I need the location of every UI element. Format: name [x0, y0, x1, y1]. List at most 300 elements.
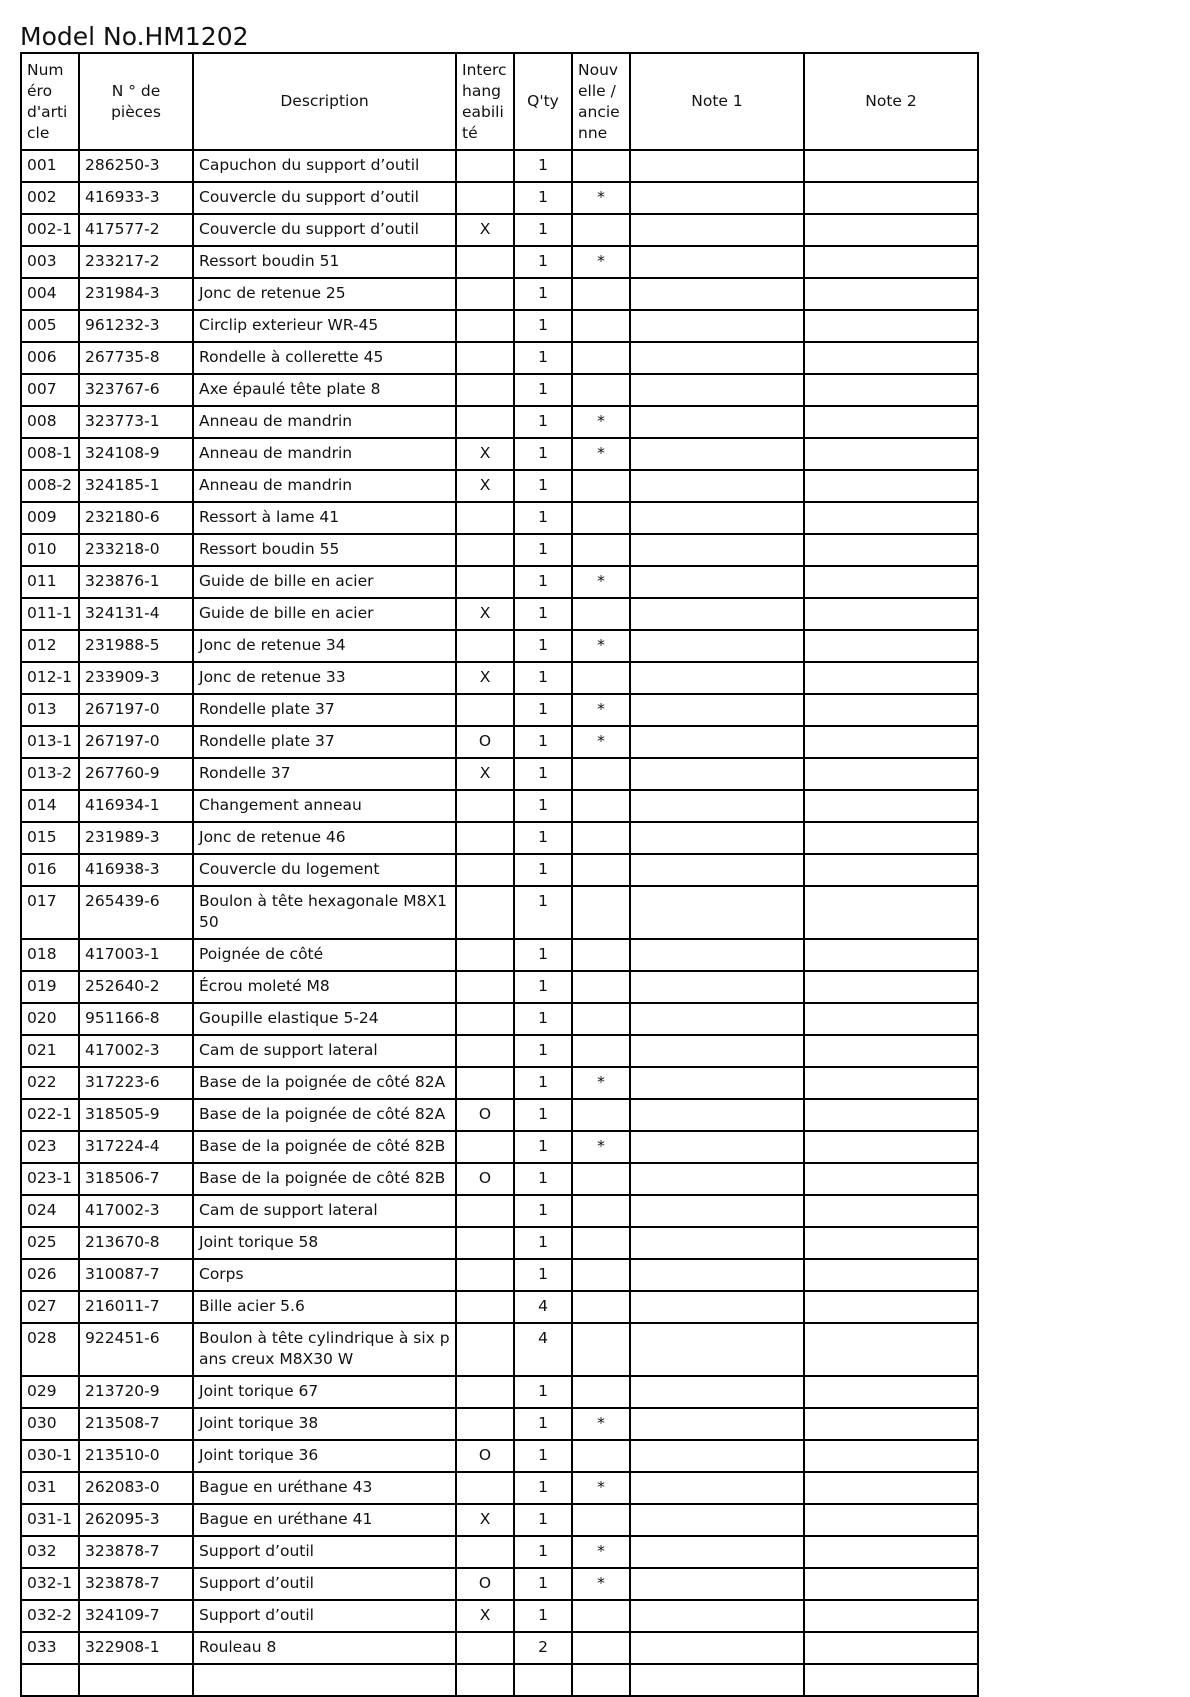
cell-description: [193, 1664, 456, 1696]
cell-note1: [630, 1376, 804, 1408]
header-row: [21, 53, 978, 150]
cell-part-no: 213670-8: [79, 1227, 193, 1259]
cell-interchangeability: [456, 1632, 514, 1664]
cell-qty: 1: [514, 939, 572, 971]
cell-interchangeability: [456, 1664, 514, 1696]
cell-description: Couvercle du support d’outil: [193, 214, 456, 246]
cell-note2: [804, 1568, 978, 1600]
cell-description: Support d’outil: [193, 1568, 456, 1600]
cell-qty: 1: [514, 1259, 572, 1291]
table-row: [21, 854, 978, 886]
table-row: [21, 1067, 978, 1099]
cell-note2: [804, 1291, 978, 1323]
cell-new-old: [572, 1376, 630, 1408]
cell-part-no: 951166-8: [79, 1003, 193, 1035]
cell-part-no: 233218-0: [79, 534, 193, 566]
cell-part-no: 961232-3: [79, 310, 193, 342]
cell-qty: 1: [514, 758, 572, 790]
cell-interchangeability: [456, 694, 514, 726]
cell-description: Rondelle plate 37: [193, 694, 456, 726]
cell-note1: [630, 1504, 804, 1536]
cell-interchangeability: [456, 886, 514, 939]
cell-interchangeability: [456, 1035, 514, 1067]
cell-description: Ressort boudin 55: [193, 534, 456, 566]
cell-note1: [630, 854, 804, 886]
cell-new-old: [572, 1600, 630, 1632]
table-row: [21, 1664, 978, 1696]
cell-item-no: 012: [21, 630, 79, 662]
cell-description: Joint torique 38: [193, 1408, 456, 1440]
cell-part-no: 231989-3: [79, 822, 193, 854]
cell-part-no: 262083-0: [79, 1472, 193, 1504]
cell-interchangeability: [456, 1067, 514, 1099]
cell-note2: [804, 1376, 978, 1408]
cell-item-no: 023: [21, 1131, 79, 1163]
cell-note1: [630, 694, 804, 726]
table-row: [21, 598, 978, 630]
cell-note1: [630, 342, 804, 374]
cell-qty: 1: [514, 1003, 572, 1035]
cell-part-no: 267760-9: [79, 758, 193, 790]
cell-part-no: 267197-0: [79, 694, 193, 726]
cell-note2: [804, 822, 978, 854]
cell-new-old: [572, 1195, 630, 1227]
parts-table: [20, 52, 979, 1697]
cell-new-old: [572, 598, 630, 630]
cell-part-no: 323878-7: [79, 1568, 193, 1600]
cell-new-old: [572, 1440, 630, 1472]
cell-interchangeability: [456, 1259, 514, 1291]
cell-interchangeability: X: [456, 758, 514, 790]
cell-new-old: *: [572, 566, 630, 598]
cell-note2: [804, 534, 978, 566]
cell-note2: [804, 662, 978, 694]
cell-interchangeability: O: [456, 1440, 514, 1472]
cell-item-no: 031-1: [21, 1504, 79, 1536]
cell-interchangeability: [456, 1131, 514, 1163]
cell-interchangeability: O: [456, 1568, 514, 1600]
cell-new-old: *: [572, 630, 630, 662]
table-row: [21, 630, 978, 662]
cell-new-old: [572, 1504, 630, 1536]
cell-new-old: [572, 1632, 630, 1664]
cell-interchangeability: O: [456, 726, 514, 758]
cell-part-no: 323773-1: [79, 406, 193, 438]
cell-new-old: [572, 790, 630, 822]
cell-item-no: 030-1: [21, 1440, 79, 1472]
cell-new-old: [572, 214, 630, 246]
cell-description: Écrou moleté M8: [193, 971, 456, 1003]
table-row: [21, 1600, 978, 1632]
cell-note2: [804, 1536, 978, 1568]
cell-qty: 1: [514, 246, 572, 278]
table-row: [21, 1376, 978, 1408]
cell-qty: 1: [514, 1227, 572, 1259]
cell-interchangeability: O: [456, 1099, 514, 1131]
table-row: [21, 278, 978, 310]
cell-interchangeability: X: [456, 438, 514, 470]
table-row: [21, 1632, 978, 1664]
cell-qty: 1: [514, 374, 572, 406]
cell-description: Support d’outil: [193, 1536, 456, 1568]
cell-description: Anneau de mandrin: [193, 406, 456, 438]
cell-part-no: 231984-3: [79, 278, 193, 310]
cell-part-no: 417002-3: [79, 1195, 193, 1227]
cell-item-no: 033: [21, 1632, 79, 1664]
cell-note1: [630, 1472, 804, 1504]
cell-qty: 1: [514, 1600, 572, 1632]
cell-note2: [804, 566, 978, 598]
cell-new-old: [572, 502, 630, 534]
cell-note1: [630, 182, 804, 214]
cell-description: Bille acier 5.6: [193, 1291, 456, 1323]
cell-description: Cam de support lateral: [193, 1035, 456, 1067]
cell-item-no: 011: [21, 566, 79, 598]
cell-part-no: 233217-2: [79, 246, 193, 278]
cell-interchangeability: O: [456, 1163, 514, 1195]
cell-interchangeability: X: [456, 214, 514, 246]
cell-description: Base de la poignée de côté 82A: [193, 1067, 456, 1099]
cell-part-no: 231988-5: [79, 630, 193, 662]
cell-new-old: [572, 150, 630, 182]
cell-interchangeability: [456, 150, 514, 182]
cell-note1: [630, 214, 804, 246]
cell-item-no: 011-1: [21, 598, 79, 630]
cell-interchangeability: [456, 374, 514, 406]
page-title: Model No.HM1202: [20, 22, 249, 51]
cell-new-old: *: [572, 182, 630, 214]
table-row: [21, 182, 978, 214]
cell-item-no: 023-1: [21, 1163, 79, 1195]
cell-interchangeability: X: [456, 1600, 514, 1632]
cell-part-no: 252640-2: [79, 971, 193, 1003]
cell-qty: 1: [514, 1376, 572, 1408]
cell-new-old: [572, 374, 630, 406]
cell-note2: [804, 939, 978, 971]
cell-description: Corps: [193, 1259, 456, 1291]
cell-part-no: 922451-6: [79, 1323, 193, 1376]
cell-interchangeability: [456, 342, 514, 374]
cell-interchangeability: [456, 406, 514, 438]
cell-note1: [630, 502, 804, 534]
cell-part-no: 317224-4: [79, 1131, 193, 1163]
cell-qty: 1: [514, 886, 572, 939]
cell-qty: 1: [514, 278, 572, 310]
cell-note1: [630, 1035, 804, 1067]
cell-note2: [804, 1227, 978, 1259]
cell-note2: [804, 1195, 978, 1227]
cell-note1: [630, 1003, 804, 1035]
cell-note2: [804, 1664, 978, 1696]
cell-new-old: [572, 662, 630, 694]
cell-part-no: 213720-9: [79, 1376, 193, 1408]
cell-note1: [630, 1632, 804, 1664]
cell-item-no: 019: [21, 971, 79, 1003]
cell-item-no: 008-1: [21, 438, 79, 470]
cell-note1: [630, 374, 804, 406]
cell-note2: [804, 726, 978, 758]
cell-item-no: [21, 1664, 79, 1696]
cell-note2: [804, 1035, 978, 1067]
table-row: [21, 1259, 978, 1291]
cell-qty: 1: [514, 630, 572, 662]
cell-part-no: 417002-3: [79, 1035, 193, 1067]
cell-description: Cam de support lateral: [193, 1195, 456, 1227]
cell-item-no: 024: [21, 1195, 79, 1227]
cell-item-no: 012-1: [21, 662, 79, 694]
cell-qty: 1: [514, 598, 572, 630]
parts-table-body: [21, 150, 978, 1696]
cell-part-no: 232180-6: [79, 502, 193, 534]
cell-item-no: 032-1: [21, 1568, 79, 1600]
cell-qty: 1: [514, 342, 572, 374]
cell-part-no: 267197-0: [79, 726, 193, 758]
cell-interchangeability: [456, 278, 514, 310]
cell-item-no: 013-2: [21, 758, 79, 790]
cell-item-no: 007: [21, 374, 79, 406]
table-row: [21, 1440, 978, 1472]
cell-new-old: *: [572, 1408, 630, 1440]
cell-new-old: [572, 310, 630, 342]
cell-part-no: 416934-1: [79, 790, 193, 822]
table-row: [21, 1195, 978, 1227]
cell-item-no: 021: [21, 1035, 79, 1067]
cell-new-old: *: [572, 694, 630, 726]
table-row: [21, 342, 978, 374]
cell-item-no: 025: [21, 1227, 79, 1259]
cell-new-old: [572, 1664, 630, 1696]
cell-note1: [630, 598, 804, 630]
cell-new-old: [572, 1003, 630, 1035]
cell-note1: [630, 1408, 804, 1440]
cell-note2: [804, 1408, 978, 1440]
header-description: Description: [193, 53, 456, 150]
cell-qty: 1: [514, 534, 572, 566]
cell-qty: 1: [514, 566, 572, 598]
cell-note2: [804, 854, 978, 886]
cell-new-old: [572, 1291, 630, 1323]
cell-qty: 1: [514, 1408, 572, 1440]
cell-item-no: 016: [21, 854, 79, 886]
cell-new-old: *: [572, 1536, 630, 1568]
cell-note2: [804, 1259, 978, 1291]
cell-note2: [804, 598, 978, 630]
cell-qty: [514, 1664, 572, 1696]
cell-part-no: 213510-0: [79, 1440, 193, 1472]
table-row: [21, 662, 978, 694]
cell-part-no: 324108-9: [79, 438, 193, 470]
cell-description: Rouleau 8: [193, 1632, 456, 1664]
table-row: [21, 971, 978, 1003]
cell-note2: [804, 1504, 978, 1536]
cell-note1: [630, 470, 804, 502]
cell-qty: 4: [514, 1323, 572, 1376]
cell-description: Joint torique 36: [193, 1440, 456, 1472]
cell-note1: [630, 406, 804, 438]
cell-item-no: 013-1: [21, 726, 79, 758]
cell-note1: [630, 662, 804, 694]
cell-part-no: 322908-1: [79, 1632, 193, 1664]
cell-note2: [804, 694, 978, 726]
cell-description: Jonc de retenue 34: [193, 630, 456, 662]
cell-note1: [630, 971, 804, 1003]
cell-new-old: [572, 758, 630, 790]
cell-interchangeability: [456, 502, 514, 534]
cell-interchangeability: [456, 1291, 514, 1323]
cell-note1: [630, 1323, 804, 1376]
header-item-no: Numéro d'article: [21, 53, 79, 150]
cell-new-old: [572, 534, 630, 566]
cell-interchangeability: [456, 1472, 514, 1504]
cell-description: Guide de bille en acier: [193, 598, 456, 630]
cell-note2: [804, 246, 978, 278]
cell-note2: [804, 790, 978, 822]
cell-interchangeability: X: [456, 470, 514, 502]
cell-part-no: 324109-7: [79, 1600, 193, 1632]
cell-new-old: *: [572, 246, 630, 278]
cell-description: Guide de bille en acier: [193, 566, 456, 598]
cell-qty: 1: [514, 214, 572, 246]
cell-note2: [804, 1131, 978, 1163]
cell-item-no: 004: [21, 278, 79, 310]
cell-new-old: *: [572, 1568, 630, 1600]
cell-item-no: 022-1: [21, 1099, 79, 1131]
cell-note1: [630, 310, 804, 342]
cell-note1: [630, 1259, 804, 1291]
cell-description: Support d’outil: [193, 1600, 456, 1632]
cell-description: Boulon à tête cylindrique à six pans creux M8X30 W: [193, 1323, 456, 1376]
cell-note2: [804, 438, 978, 470]
cell-description: Rondelle à collerette 45: [193, 342, 456, 374]
table-row: [21, 1472, 978, 1504]
table-row: [21, 534, 978, 566]
cell-part-no: 317223-6: [79, 1067, 193, 1099]
cell-interchangeability: [456, 310, 514, 342]
cell-interchangeability: [456, 971, 514, 1003]
cell-qty: 1: [514, 854, 572, 886]
cell-note2: [804, 886, 978, 939]
cell-description: Changement anneau: [193, 790, 456, 822]
cell-interchangeability: [456, 534, 514, 566]
cell-note1: [630, 246, 804, 278]
cell-description: Rondelle 37: [193, 758, 456, 790]
cell-item-no: 017: [21, 886, 79, 939]
cell-new-old: [572, 1163, 630, 1195]
cell-description: Bague en uréthane 43: [193, 1472, 456, 1504]
cell-description: Circlip exterieur WR-45: [193, 310, 456, 342]
table-row: [21, 694, 978, 726]
cell-part-no: 416933-3: [79, 182, 193, 214]
cell-description: Rondelle plate 37: [193, 726, 456, 758]
cell-description: Ressort à lame 41: [193, 502, 456, 534]
cell-item-no: 002: [21, 182, 79, 214]
cell-note1: [630, 886, 804, 939]
cell-note1: [630, 1131, 804, 1163]
cell-item-no: 029: [21, 1376, 79, 1408]
cell-note2: [804, 150, 978, 182]
cell-qty: 1: [514, 662, 572, 694]
cell-part-no: 310087-7: [79, 1259, 193, 1291]
cell-item-no: 032: [21, 1536, 79, 1568]
cell-item-no: 018: [21, 939, 79, 971]
cell-note2: [804, 502, 978, 534]
cell-qty: 1: [514, 182, 572, 214]
table-row: [21, 566, 978, 598]
cell-description: Base de la poignée de côté 82A: [193, 1099, 456, 1131]
cell-description: Capuchon du support d’outil: [193, 150, 456, 182]
cell-qty: 1: [514, 1504, 572, 1536]
cell-note1: [630, 790, 804, 822]
cell-new-old: [572, 939, 630, 971]
cell-note1: [630, 1600, 804, 1632]
header-new-old: Nouvelle / ancienne: [572, 53, 630, 150]
cell-new-old: *: [572, 1131, 630, 1163]
cell-part-no: 417003-1: [79, 939, 193, 971]
cell-note1: [630, 1664, 804, 1696]
cell-new-old: [572, 1227, 630, 1259]
cell-part-no: 324185-1: [79, 470, 193, 502]
cell-item-no: 022: [21, 1067, 79, 1099]
cell-note2: [804, 406, 978, 438]
cell-qty: 1: [514, 1536, 572, 1568]
cell-note1: [630, 1568, 804, 1600]
cell-note1: [630, 726, 804, 758]
cell-new-old: [572, 1259, 630, 1291]
table-row: [21, 438, 978, 470]
cell-new-old: *: [572, 1472, 630, 1504]
cell-qty: 1: [514, 1067, 572, 1099]
cell-note2: [804, 470, 978, 502]
cell-qty: 1: [514, 971, 572, 1003]
cell-interchangeability: [456, 566, 514, 598]
cell-note1: [630, 278, 804, 310]
cell-interchangeability: X: [456, 598, 514, 630]
table-row: [21, 214, 978, 246]
table-row: [21, 1035, 978, 1067]
cell-interchangeability: [456, 1003, 514, 1035]
cell-qty: 1: [514, 150, 572, 182]
cell-part-no: 265439-6: [79, 886, 193, 939]
cell-item-no: 013: [21, 694, 79, 726]
cell-note2: [804, 1440, 978, 1472]
cell-description: Base de la poignée de côté 82B: [193, 1131, 456, 1163]
cell-note2: [804, 630, 978, 662]
cell-qty: 1: [514, 1568, 572, 1600]
cell-interchangeability: [456, 1376, 514, 1408]
cell-qty: 1: [514, 1163, 572, 1195]
cell-description: Goupille elastique 5-24: [193, 1003, 456, 1035]
cell-note1: [630, 1291, 804, 1323]
table-row: [21, 1163, 978, 1195]
cell-note1: [630, 1536, 804, 1568]
cell-note2: [804, 1632, 978, 1664]
header-part-no: N ° de pièces: [79, 53, 193, 150]
cell-new-old: [572, 886, 630, 939]
cell-qty: 1: [514, 310, 572, 342]
cell-qty: 1: [514, 1472, 572, 1504]
cell-new-old: [572, 1099, 630, 1131]
cell-qty: 1: [514, 470, 572, 502]
cell-note2: [804, 278, 978, 310]
cell-description: Base de la poignée de côté 82B: [193, 1163, 456, 1195]
cell-item-no: 008-2: [21, 470, 79, 502]
cell-interchangeability: [456, 1536, 514, 1568]
cell-part-no: 213508-7: [79, 1408, 193, 1440]
table-row: [21, 1323, 978, 1376]
table-row: [21, 822, 978, 854]
cell-interchangeability: [456, 1323, 514, 1376]
cell-description: Couvercle du support d’outil: [193, 182, 456, 214]
